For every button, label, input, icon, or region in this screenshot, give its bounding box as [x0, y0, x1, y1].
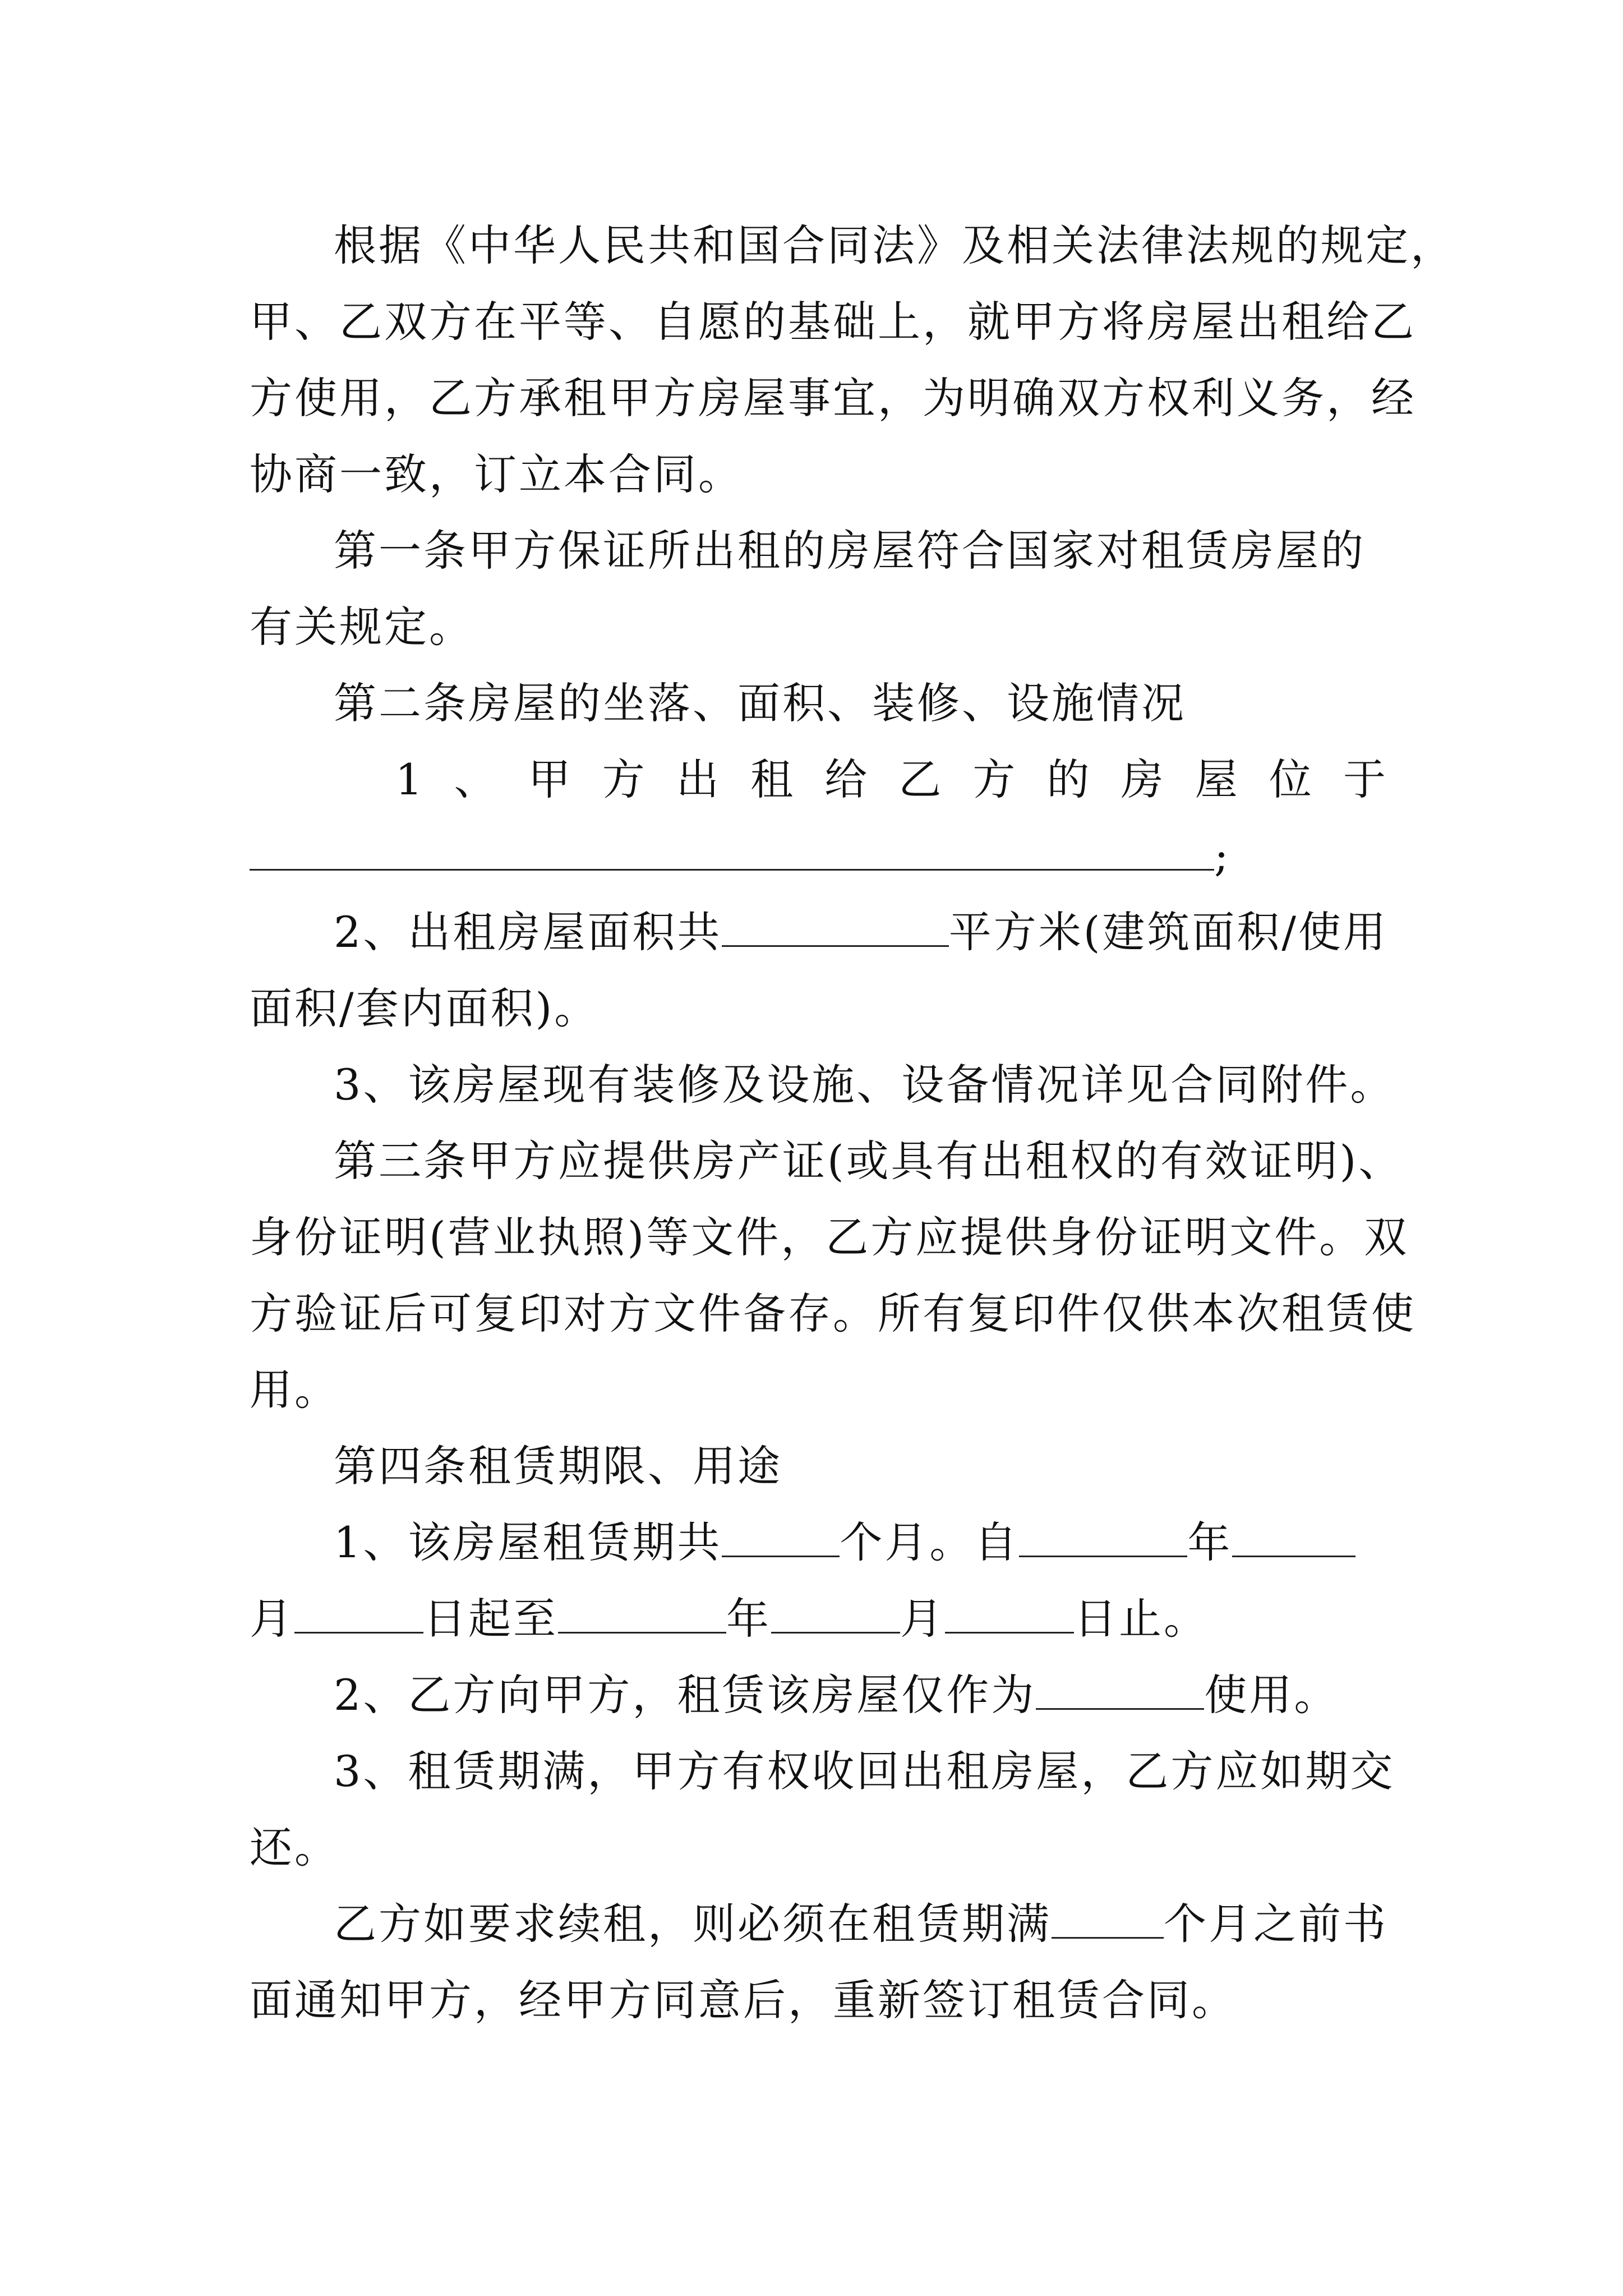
preamble-line-3: 方使用，乙方承租甲方房屋事宜，为明确双方权利义务，经: [250, 373, 1416, 423]
article-4-heading: 第四条租赁期限、用途: [334, 1441, 782, 1491]
article-3-line-2: 身份证明(营业执照)等文件，乙方应提供身份证明文件。双: [250, 1212, 1409, 1262]
article-1-line-2: 有关规定。: [250, 602, 474, 652]
article-4-item-3-line-1: 3、租赁期满，甲方有权收回出租房屋，乙方应如期交: [334, 1746, 1395, 1796]
term-text-e: 日起至: [423, 1594, 558, 1644]
semicolon: ;: [1214, 831, 1231, 881]
renewal-line-1: [250, 1886, 1388, 1962]
end-month-blank[interactable]: [771, 1597, 900, 1634]
term-text-h: 日止。: [1074, 1594, 1209, 1644]
term-text-d: 月: [250, 1594, 294, 1644]
article-2-item-2-line-2: 面积/套内面积)。: [250, 983, 600, 1033]
address-blank[interactable]: [250, 834, 1214, 871]
start-year-blank[interactable]: [1019, 1521, 1187, 1557]
article-3-line-1: 第三条甲方应提供房产证(或具有出租权的有效证明)、: [334, 1136, 1404, 1186]
char: 房: [1121, 754, 1166, 804]
item-2-text-a: 2、出租房屋面积共: [334, 907, 722, 957]
term-text-a: 1、该房屋租赁期共: [334, 1517, 722, 1567]
item-2-text-b: 平方米(建筑面积/使用: [948, 907, 1388, 957]
article-1-line-1: 第一条甲方保证所出租的房屋符合国家对租赁房屋的: [334, 526, 1366, 576]
char: 于: [1343, 754, 1388, 804]
preamble-line-2: 甲、乙双方在平等、自愿的基础上，就甲方将房屋出租给乙: [250, 297, 1416, 347]
contract-body: [250, 208, 1455, 2039]
char: 方: [972, 754, 1018, 804]
article-4-item-1-line-2: [250, 1581, 1388, 1657]
article-4-item-2: [250, 1657, 1388, 1733]
start-day-blank[interactable]: [294, 1597, 423, 1634]
char: 的: [1046, 754, 1092, 804]
char: 甲: [528, 754, 573, 804]
article-4-item-3-line-2: 还。: [250, 1823, 339, 1872]
preamble-line-4: 协商一致，订立本合同。: [250, 449, 743, 499]
end-year-blank[interactable]: [558, 1597, 726, 1634]
char: 出: [676, 754, 721, 804]
term-text-f: 年: [726, 1594, 771, 1644]
char: 屋: [1195, 754, 1240, 804]
months-blank[interactable]: [722, 1521, 840, 1557]
end-day-blank[interactable]: [945, 1597, 1074, 1634]
char: 1: [395, 754, 425, 804]
use-text-a: 2、乙方向甲方，租赁该房屋仅作为: [334, 1670, 1036, 1720]
term-text-g: 月: [900, 1594, 945, 1644]
article-3-line-4: 用。: [250, 1365, 339, 1415]
article-2-item-1-address: [250, 818, 1388, 894]
article-2-item-2: [250, 894, 1388, 970]
preamble-line-1: 根据《中华人民共和国合同法》及相关法律法规的规定，: [334, 220, 1455, 270]
use-blank[interactable]: [1036, 1673, 1204, 1710]
article-2-item-3: 3、该房屋现有装修及设施、设备情况详见合同附件。: [334, 1060, 1395, 1110]
renewal-text-a: 乙方如要求续租，则必须在租赁期满: [334, 1899, 1052, 1949]
char: 给: [824, 754, 870, 804]
char: 、: [454, 754, 499, 804]
use-text-b: 使用。: [1204, 1670, 1339, 1720]
renewal-line-2: 面通知甲方，经甲方同意后，重新签订租赁合同。: [250, 1975, 1237, 2025]
term-text-b: 个月。自: [840, 1517, 1020, 1567]
renewal-months-blank[interactable]: [1052, 1902, 1164, 1939]
article-4-item-1: [250, 1504, 1388, 1581]
article-2-heading: 第二条房屋的坐落、面积、装修、设施情况: [334, 678, 1186, 728]
area-blank[interactable]: [722, 910, 948, 947]
start-month-blank[interactable]: [1232, 1521, 1355, 1557]
char: 方: [602, 754, 647, 804]
term-text-c: 年: [1187, 1517, 1233, 1567]
char: 位: [1269, 754, 1314, 804]
char: 租: [750, 754, 795, 804]
article-3-line-3: 方验证后可复印对方文件备存。所有复印件仅供本次租赁使: [250, 1289, 1416, 1338]
article-2-item-1: [250, 742, 1388, 818]
renewal-text-b: 个月之前书: [1164, 1899, 1388, 1949]
char: 乙: [898, 754, 944, 804]
